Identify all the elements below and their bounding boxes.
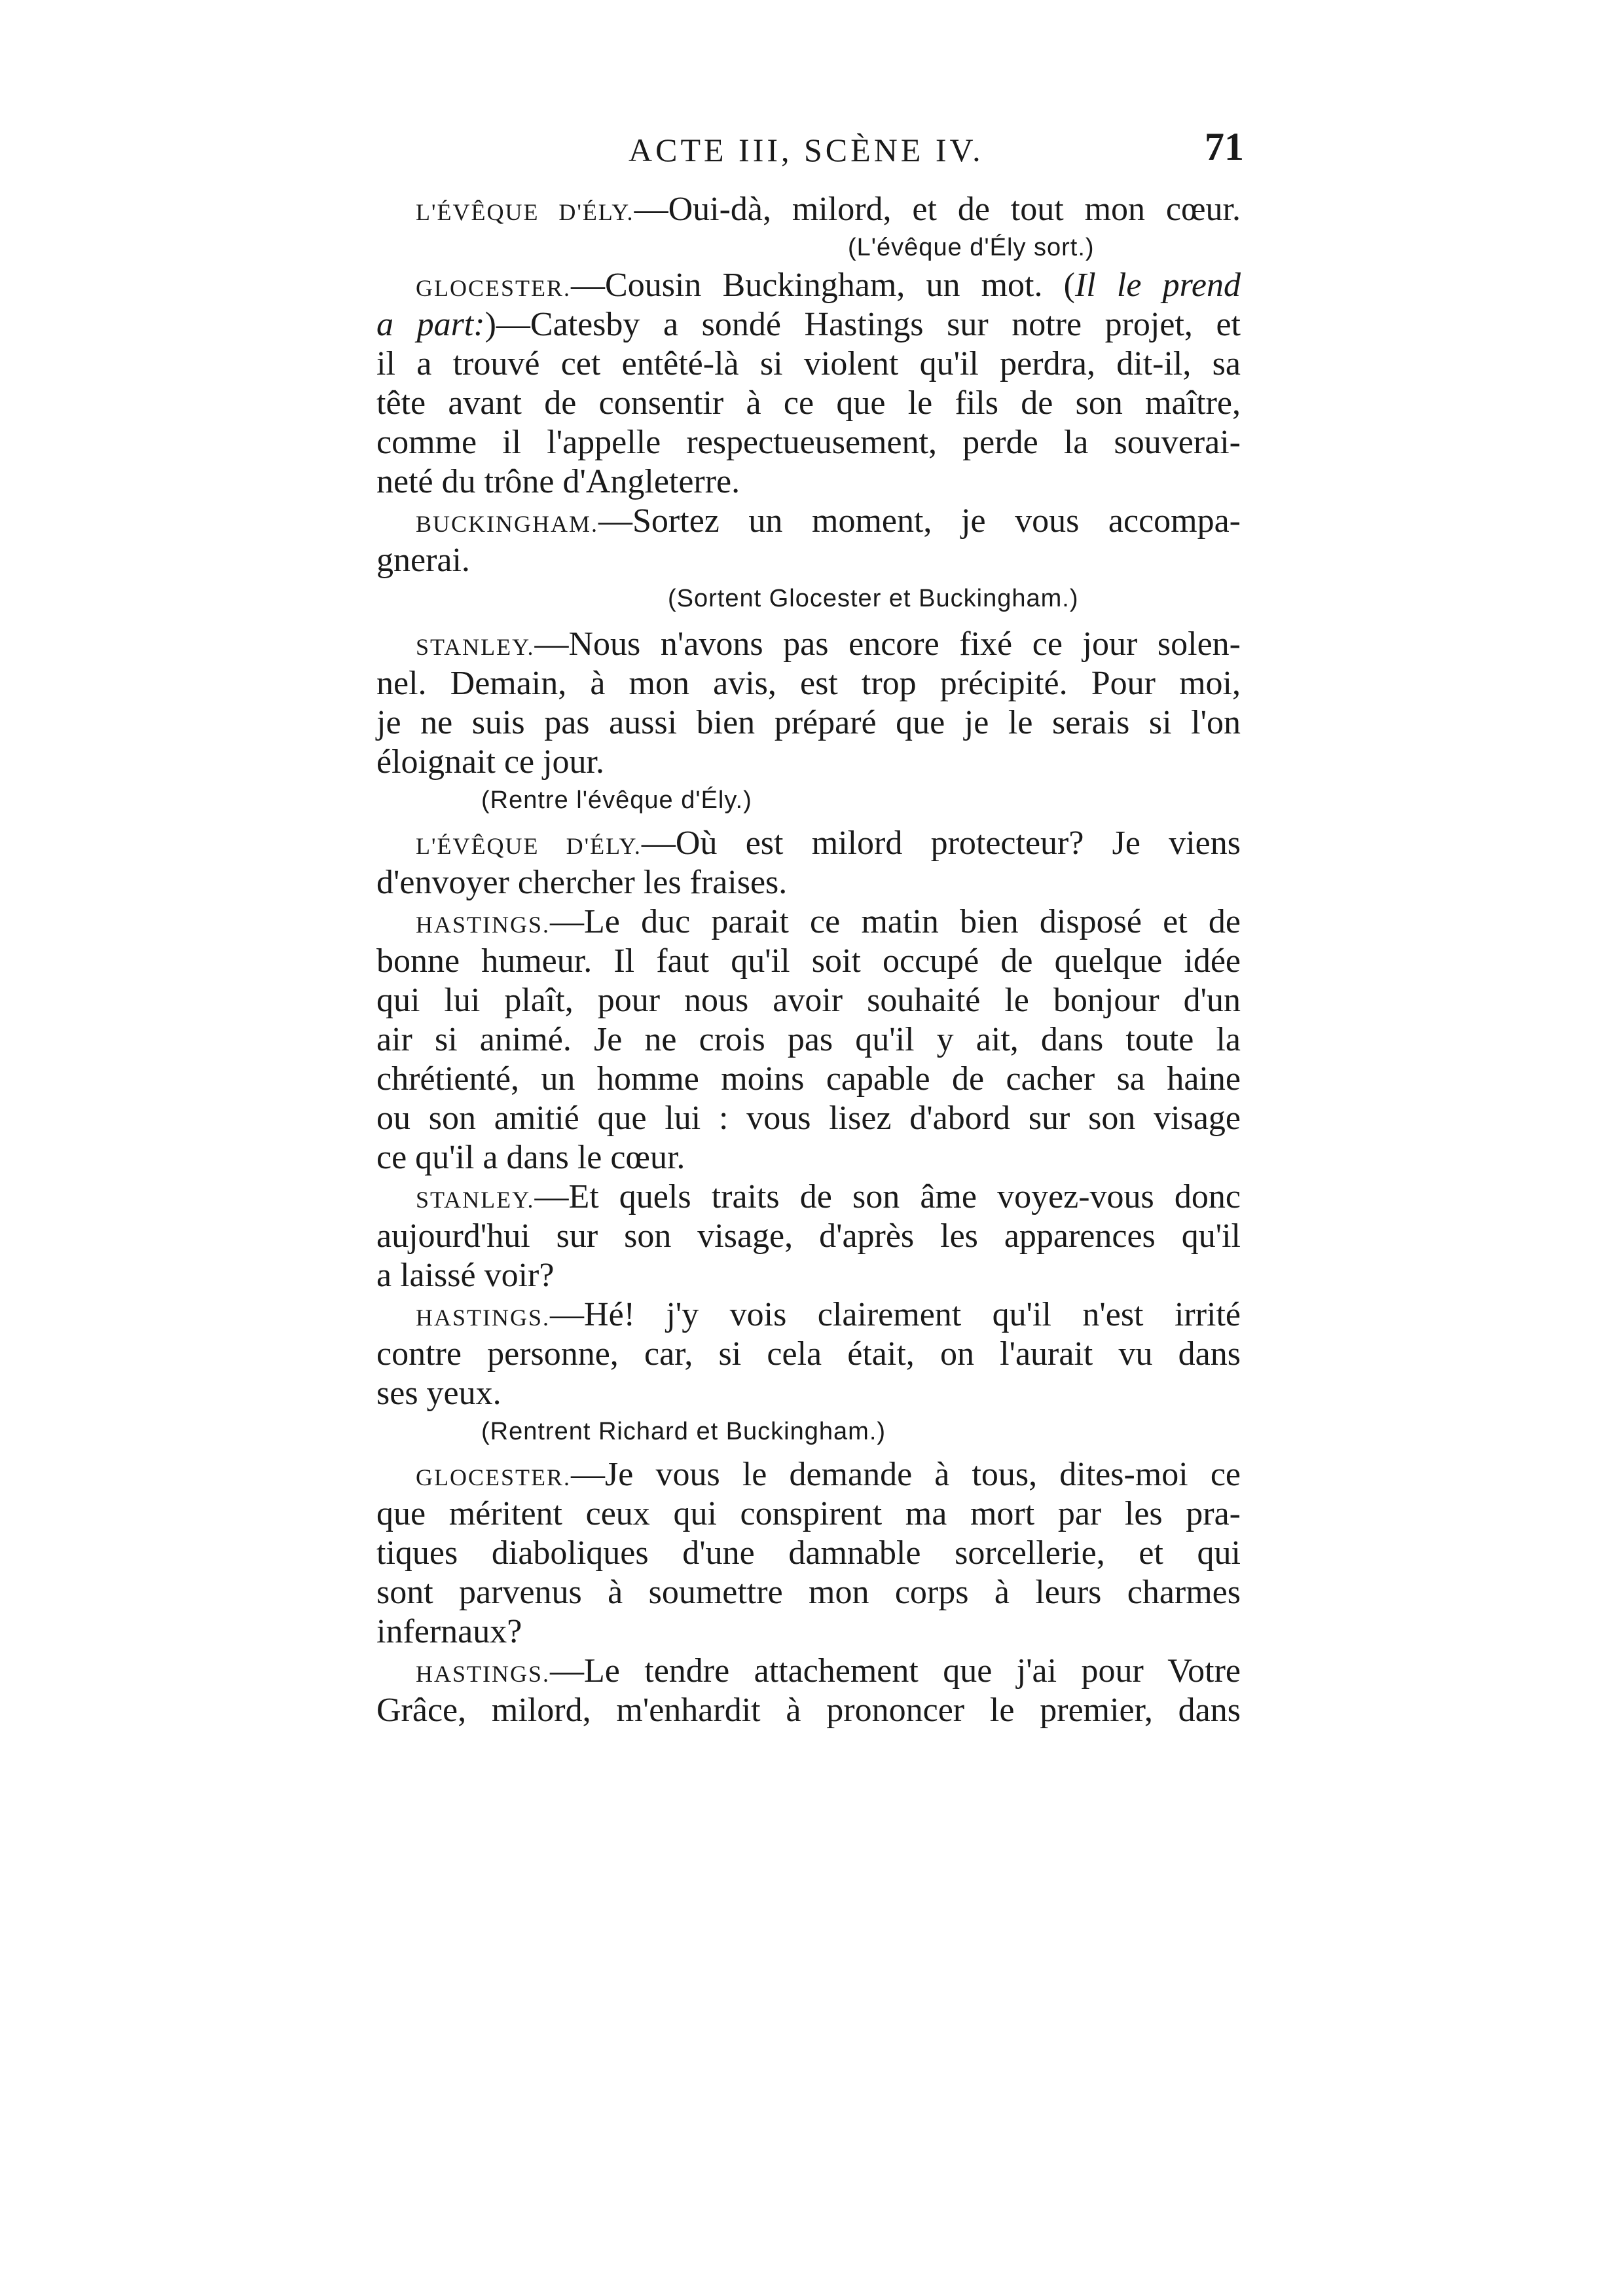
dialogue-line: ce qu'il a dans le cœur. xyxy=(376,1139,685,1176)
dialogue-line: BUCKINGHAM.—Sortez un moment, je vous accompa- xyxy=(416,502,1241,540)
speaker-name: L'ÉVÊQUE D'ÉLY. xyxy=(416,199,634,225)
dialogue-line: éloignait ce jour. xyxy=(376,743,605,781)
dialogue-line: neté du trône d'Angleterre. xyxy=(376,463,740,500)
dialogue-line: comme il l'appelle respectueusement, perde la souverai- xyxy=(376,424,1241,461)
dialogue-line: L'ÉVÊQUE D'ÉLY.—Oui-dà, milord, et de tout mon cœur. xyxy=(416,191,1241,228)
dialogue-line: contre personne, car, si cela était, on l'aurait vu dans xyxy=(376,1335,1241,1373)
dialogue-line: ou son amitié que lui : vous lisez d'abord sur son visage xyxy=(376,1100,1241,1137)
dialogue-line: chrétienté, un homme moins capable de cacher sa haine xyxy=(376,1060,1241,1098)
dialogue-line: Grâce, milord, m'enhardit à prononcer le premier, dans xyxy=(376,1692,1241,1729)
dialogue-line: a laissé voir? xyxy=(376,1257,555,1294)
dialogue-line: que méritent ceux qui conspirent ma mort par les pra- xyxy=(376,1495,1241,1532)
speaker-name: HASTINGS. xyxy=(416,1305,551,1331)
page-number: 71 xyxy=(1205,125,1244,168)
dialogue-line: il a trouvé cet entêté-là si violent qu'il perdra, dit-il, sa xyxy=(376,345,1241,382)
stage-direction: (Sortent Glocester et Buckingham.) xyxy=(668,585,1079,612)
dialogue-line: GLOCESTER.—Cousin Buckingham, un mot. (Il le prend xyxy=(416,267,1241,304)
running-header xyxy=(629,124,1244,170)
dialogue-line: GLOCESTER.—Je vous le demande à tous, dites-moi ce xyxy=(416,1456,1241,1493)
dialogue-line: STANLEY.—Nous n'avons pas encore fixé ce jour solen- xyxy=(416,625,1241,663)
dialogue-line: tête avant de consentir à ce que le fils de son maître, xyxy=(376,384,1241,422)
dialogue-line: HASTINGS.—Le duc parait ce matin bien disposé et de xyxy=(416,903,1241,940)
dialogue-line: ses yeux. xyxy=(376,1375,501,1412)
speaker-name: GLOCESTER. xyxy=(416,275,572,301)
dialogue-line: infernaux? xyxy=(376,1613,522,1650)
dialogue-line: nel. Demain, à mon avis, est trop précipité. Pour moi, xyxy=(376,665,1241,702)
stage-direction: (L'évêque d'Ély sort.) xyxy=(848,234,1095,261)
stage-direction: (Rentre l'évêque d'Ély.) xyxy=(481,787,752,814)
stage-direction: (Rentrent Richard et Buckingham.) xyxy=(481,1418,886,1445)
dialogue-line: sont parvenus à soumettre mon corps à leurs charmes xyxy=(376,1574,1241,1611)
dialogue-line: je ne suis pas aussi bien préparé que je le serais si l'on xyxy=(376,704,1241,741)
dialogue-line: a part:)—Catesby a sondé Hastings sur notre projet, et xyxy=(376,306,1241,343)
dialogue-line: aujourd'hui sur son visage, d'après les apparences qu'il xyxy=(376,1217,1241,1255)
dialogue-line: L'ÉVÊQUE D'ÉLY.—Où est milord protecteur? Je viens xyxy=(416,824,1241,862)
speaker-name: GLOCESTER. xyxy=(416,1464,572,1491)
dialogue-line: HASTINGS.—Hé! j'y vois clairement qu'il n'est irrité xyxy=(416,1296,1241,1333)
speaker-name: L'ÉVÊQUE D'ÉLY. xyxy=(416,833,642,859)
speaker-name: HASTINGS. xyxy=(416,1661,551,1687)
dialogue-line: STANLEY.—Et quels traits de son âme voyez-vous donc xyxy=(416,1178,1241,1215)
speaker-name: STANLEY. xyxy=(416,634,535,660)
dialogue-line: bonne humeur. Il faut qu'il soit occupé de quelque idée xyxy=(376,942,1241,980)
speaker-name: BUCKINGHAM. xyxy=(416,511,599,537)
speaker-name: HASTINGS. xyxy=(416,912,551,938)
dialogue-line: d'envoyer chercher les fraises. xyxy=(376,864,788,901)
dialogue-line: qui lui plaît, pour nous avoir souhaité le bonjour d'un xyxy=(376,982,1241,1019)
dialogue-line: gnerai. xyxy=(376,542,470,579)
header-title: ACTE III, SCÈNE IV. xyxy=(629,132,984,168)
speaker-name: STANLEY. xyxy=(416,1187,535,1213)
dialogue-line: tiques diaboliques d'une damnable sorcellerie, et qui xyxy=(376,1534,1241,1572)
dialogue-line: air si animé. Je ne crois pas qu'il y ait, dans toute la xyxy=(376,1021,1241,1058)
dialogue-line: HASTINGS.—Le tendre attachement que j'ai pour Votre xyxy=(416,1652,1241,1690)
play-text xyxy=(376,190,1241,1730)
